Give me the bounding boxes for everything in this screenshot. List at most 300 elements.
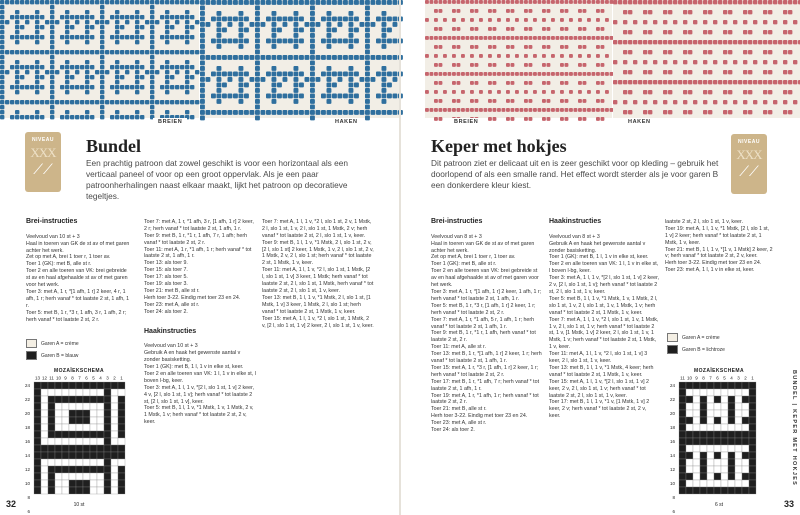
- chart-cell: [714, 452, 721, 459]
- swatch-stitch: [583, 63, 587, 67]
- swatch-stitch: [45, 20, 49, 24]
- swatch-stitch: [65, 90, 69, 94]
- swatch-stitch: [574, 72, 578, 76]
- swatch-stitch: [110, 100, 114, 104]
- swatch-stitch: [60, 15, 64, 19]
- swatch-stitch: [743, 50, 747, 54]
- chart-cell: [735, 431, 742, 438]
- swatch-stitch: [524, 27, 528, 31]
- swatch-stitch: [452, 99, 456, 103]
- swatch-stitch: [0, 70, 4, 74]
- swatch-stitch: [601, 117, 605, 121]
- swatch-stitch: [65, 65, 69, 69]
- swatch-stitch: [753, 80, 757, 84]
- swatch-stitch: [115, 40, 119, 44]
- swatch-stitch: [439, 36, 443, 40]
- swatch-stitch: [70, 0, 74, 4]
- swatch-stitch: [332, 83, 337, 88]
- swatch-stitch: [206, 110, 211, 115]
- chart-cell: [693, 410, 700, 417]
- swatch-stitch: [120, 15, 124, 19]
- swatch-stitch: [255, 0, 260, 5]
- chart-cell: [69, 389, 76, 396]
- chart-cell: [48, 424, 55, 431]
- chart-cell: [34, 445, 41, 452]
- swatch-stitch: [365, 116, 370, 121]
- swatch-stitch: [40, 35, 44, 39]
- swatch-stitch: [648, 0, 652, 4]
- chart-cell: [714, 480, 721, 487]
- swatch-stitch: [228, 110, 233, 115]
- chart-cell: [686, 410, 693, 417]
- swatch-stitch: [493, 117, 497, 121]
- swatch-stitch: [653, 100, 657, 104]
- swatch-stitch: [65, 35, 69, 39]
- swatch-stitch: [633, 0, 637, 4]
- swatch-stitch: [299, 94, 304, 99]
- chart-cell: [83, 445, 90, 452]
- swatch-stitch: [583, 81, 587, 85]
- swatch-stitch: [277, 83, 282, 88]
- swatch-stitch: [778, 0, 782, 4]
- swatch-stitch: [470, 0, 474, 4]
- chart-cell: [749, 410, 756, 417]
- swatch-stitch: [294, 39, 299, 44]
- swatch-stitch: [40, 75, 44, 79]
- swatch-stitch: [266, 94, 271, 99]
- chart-cell: [83, 431, 90, 438]
- swatch-stitch: [434, 117, 438, 121]
- chart-cell: [679, 431, 686, 438]
- swatch-stitch: [788, 50, 792, 54]
- swatch-stitch: [723, 20, 727, 24]
- swatch-stitch: [266, 0, 271, 5]
- swatch-stitch: [425, 54, 429, 58]
- swatch-stitch: [135, 35, 139, 39]
- chart-cell: [693, 452, 700, 459]
- swatch-stitch: [515, 54, 519, 58]
- chart-cell: [76, 382, 83, 389]
- chart-cell: [700, 389, 707, 396]
- chart-cell: [686, 389, 693, 396]
- chart-cell: [707, 480, 714, 487]
- swatch-stitch: [698, 40, 702, 44]
- swatch-stitch: [185, 60, 189, 64]
- swatch-stitch: [239, 0, 244, 5]
- swatch-stitch: [90, 75, 94, 79]
- swatch-stitch: [321, 39, 326, 44]
- swatch-stitch: [25, 15, 29, 19]
- swatch-stitch: [560, 99, 564, 103]
- chart-cell: [111, 417, 118, 424]
- swatch-stitch: [596, 63, 600, 67]
- swatch-stitch: [365, 50, 370, 55]
- swatch-stitch: [723, 30, 727, 34]
- chart-cell: [83, 382, 90, 389]
- swatch-stitch: [343, 72, 348, 77]
- chart-cell: [34, 466, 41, 473]
- swatch-stitch: [283, 22, 288, 27]
- chart-cell: [34, 389, 41, 396]
- swatch-stitch: [430, 0, 434, 4]
- swatch-stitch: [461, 36, 465, 40]
- swatch-stitch: [648, 70, 652, 74]
- chart-cell: [55, 452, 62, 459]
- swatch-stitch: [713, 40, 717, 44]
- chart-cell: [104, 445, 111, 452]
- chart-cell: [749, 424, 756, 431]
- swatch-stitch: [110, 85, 114, 89]
- swatch-stitch: [255, 83, 260, 88]
- chart-cell: [62, 431, 69, 438]
- swatch-stitch: [497, 0, 501, 4]
- swatch-stitch: [673, 100, 677, 104]
- swatch-stitch: [382, 11, 387, 16]
- swatch-stitch: [120, 100, 124, 104]
- chart-cell: [118, 389, 125, 396]
- swatch-stitch: [150, 110, 154, 114]
- chart-cell: [76, 480, 83, 487]
- swatch-stitch: [15, 75, 19, 79]
- swatch-stitch: [565, 81, 569, 85]
- swatch-stitch: [547, 72, 551, 76]
- swatch-stitch: [371, 0, 376, 5]
- swatch-stitch: [569, 72, 573, 76]
- chart-col-label: 6: [85, 375, 88, 381]
- swatch-stitch: [55, 100, 59, 104]
- swatch-stitch: [439, 63, 443, 67]
- crochet-swatch-photo-blue: [200, 0, 399, 118]
- chart-cell: [742, 452, 749, 459]
- swatch-stitch: [768, 10, 772, 14]
- chart-cell: [55, 396, 62, 403]
- swatch-stitch: [529, 117, 533, 121]
- swatch-stitch: [693, 40, 697, 44]
- swatch-stitch: [25, 100, 29, 104]
- chart-cell: [700, 445, 707, 452]
- swatch-stitch: [371, 110, 376, 115]
- swatch-stitch: [349, 55, 354, 60]
- swatch-stitch: [733, 100, 737, 104]
- swatch-stitch: [506, 0, 510, 4]
- swatch-stitch: [703, 100, 707, 104]
- swatch-stitch: [349, 0, 354, 5]
- swatch-stitch: [768, 40, 772, 44]
- swatch-stitch: [688, 10, 692, 14]
- swatch-stitch: [50, 0, 54, 4]
- legend-item-b: [26, 351, 79, 360]
- chart-cell: [728, 438, 735, 445]
- swatch-stitch: [703, 10, 707, 14]
- chart-cell: [686, 480, 693, 487]
- chart-cell: [742, 445, 749, 452]
- swatch-stitch: [30, 35, 34, 39]
- swatch-stitch: [578, 27, 582, 31]
- swatch-stitch: [272, 72, 277, 77]
- swatch-stitch: [520, 0, 524, 4]
- swatch-stitch: [524, 81, 528, 85]
- chart-cell: [749, 396, 756, 403]
- swatch-stitch: [70, 25, 74, 29]
- swatch-stitch: [185, 0, 189, 4]
- swatch-stitch: [316, 110, 321, 115]
- chart-cell: [679, 445, 686, 452]
- swatch-stitch: [327, 66, 332, 71]
- swatch-stitch: [135, 90, 139, 94]
- swatch-stitch: [643, 10, 647, 14]
- swatch-stitch: [115, 70, 119, 74]
- swatch-stitch: [360, 55, 365, 60]
- swatch-stitch: [277, 110, 282, 115]
- swatch-stitch: [100, 95, 104, 99]
- chart-cell: [48, 487, 55, 494]
- swatch-stitch: [538, 108, 542, 112]
- swatch-stitch: [683, 10, 687, 14]
- swatch-stitch: [250, 77, 255, 82]
- chart-cell: [90, 396, 97, 403]
- swatch-stitch: [628, 0, 632, 4]
- swatch-stitch: [748, 90, 752, 94]
- swatch-stitch: [583, 9, 587, 13]
- swatch-stitch: [85, 30, 89, 34]
- swatch-stitch: [569, 18, 573, 22]
- swatch-stitch: [728, 10, 732, 14]
- chart-cell: [83, 410, 90, 417]
- chart-cell: [41, 424, 48, 431]
- chart-cell: [693, 431, 700, 438]
- chart-cell: [742, 438, 749, 445]
- swatch-stitch: [115, 25, 119, 29]
- swatch-stitch: [365, 77, 370, 82]
- chart-row-label: 20: [669, 411, 675, 416]
- swatch-stitch: [65, 50, 69, 54]
- swatch-stitch: [738, 80, 742, 84]
- swatch-stitch: [155, 20, 159, 24]
- swatch-stitch: [643, 100, 647, 104]
- swatch-stitch: [272, 99, 277, 104]
- swatch-stitch: [723, 50, 727, 54]
- swatch-stitch: [75, 15, 79, 19]
- knit-instructions-col1: [26, 212, 132, 330]
- swatch-stitch: [266, 72, 271, 77]
- swatch-stitch: [569, 90, 573, 94]
- swatch-stitch: [140, 85, 144, 89]
- swatch-stitch: [75, 85, 79, 89]
- swatch-stitch: [723, 60, 727, 64]
- swatch-stitch: [743, 110, 747, 114]
- swatch-stitch: [475, 36, 479, 40]
- crochet-instructions-col3: [262, 212, 374, 336]
- swatch-stitch: [382, 66, 387, 71]
- chart-cell: [118, 445, 125, 452]
- chart-cell: [686, 487, 693, 494]
- swatch-stitch: [65, 40, 69, 44]
- swatch-stitch: [85, 25, 89, 29]
- swatch-stitch: [239, 22, 244, 27]
- chart-cell: [686, 403, 693, 410]
- chart-cell: [707, 431, 714, 438]
- chart-cell: [104, 410, 111, 417]
- swatch-stitch: [217, 33, 222, 38]
- swatch-stitch: [0, 40, 4, 44]
- swatch-stitch: [150, 95, 154, 99]
- swatch-stitch: [100, 105, 104, 109]
- swatch-stitch: [211, 94, 216, 99]
- swatch-stitch: [511, 27, 515, 31]
- swatch-stitch: [299, 72, 304, 77]
- chart-cell: [97, 396, 104, 403]
- chart-cell: [62, 417, 69, 424]
- crochet-instructions-text: Veelvoud van 8 st + 3 Gebruik A en haak het gewenste aantal v zonder basisketting. Toer 1 (GK): met B, 1 l, 1 v in elke st, keer. Toer 2 en alle toeren van VK: 1 l, 1 v in elke st, l boven l-bg, keer. Toer 3: met A, 1 l, 1 v, *[2 l, slo 1 st, 1 v] 2 keer, 2 v, [2 l, slo 1 st, 1 v]; herh vanaf * tot laatste 2 st, 2 l, slo 1 st, 1 v, keer. Toer 5: met B, 1 l, 1 v, *1 Mstk, 1 v, 1 Mstk, 2 l, slo 1 st, 1 v, 2 l, slo 1 st, 1 v, 1 Mstk, 1 v; herh vanaf * tot laatste 2 st, 1 Mstk, 1 v, keer. Toer 7: met A, 1 l, 1 v, *2 l, slo 1 st, 1 v, 1 Mstk, 1 v, 2 l, slo 1 st, 1 v; herh vanaf * tot laatste 2 st, 1 v, [1 Mstk, 1 v] 2 keer, 2 l, slo 1 st, 1 v, 1 Mstk, 1 v; herh vanaf * tot laatste 2 st, 1 Mstk, 1 v, keer. Toer 11: met A, 1 l, 1 v, *2 l, slo 1 st, 1 v] 3 keer, 2 l, slo 1 st, 1 v, keer. Toer 13: met B, 1 l, 1 v, *1 Mstk, 4 keer; herh vanaf * tot laatste 2 st, 1 Mstk, 1 v, keer. Toer 15: met A, 1 l, 1 v, *[2 l, slo 1 st, 1 v] 2 keer, 2 v, 2 l, slo 1 st, 1 v; herh vanaf * tot laatste 2 st, 2 l, slo 1 st, 1 v, keer. Toer 17: met B, 1 l, 1 v, *1 v, [1 Mstk, 1 v] 2 keer, 2 v; herh vanaf * tot laatste 2 st, 2 v, keer.: [549, 233, 660, 420]
- swatch-stitch: [105, 0, 109, 4]
- swatch-stitch: [255, 116, 260, 121]
- swatch-stitch: [578, 18, 582, 22]
- swatch-stitch: [542, 18, 546, 22]
- chart-cell: [742, 431, 749, 438]
- swatch-stitch: [25, 0, 29, 4]
- chart-cell: [714, 396, 721, 403]
- swatch-stitch: [222, 110, 227, 115]
- swatch-stitch: [638, 0, 642, 4]
- mosaic-chart-left: [22, 368, 136, 514]
- chart-col-label: 2: [744, 375, 747, 381]
- swatch-stitch: [628, 50, 632, 54]
- swatch-stitch: [768, 110, 772, 114]
- swatch-stitch: [60, 35, 64, 39]
- chart-cell: [34, 431, 41, 438]
- swatch-stitch: [170, 35, 174, 39]
- swatch-stitch: [387, 55, 392, 60]
- swatch-stitch: [125, 85, 129, 89]
- chart-cell: [90, 445, 97, 452]
- swatch-stitch: [723, 70, 727, 74]
- swatch-stitch: [165, 25, 169, 29]
- swatch-stitch: [678, 40, 682, 44]
- swatch-stitch: [135, 30, 139, 34]
- swatch-stitch: [299, 83, 304, 88]
- swatch-stitch: [511, 108, 515, 112]
- swatch-stitch: [497, 108, 501, 112]
- chart-cell: [76, 389, 83, 396]
- swatch-stitch: [698, 80, 702, 84]
- swatch-stitch: [668, 10, 672, 14]
- chart-cell: [55, 410, 62, 417]
- chart-cell: [700, 382, 707, 389]
- swatch-stitch: [596, 108, 600, 112]
- swatch-stitch: [85, 60, 89, 64]
- swatch-stitch: [466, 36, 470, 40]
- swatch-stitch: [25, 85, 29, 89]
- swatch-stitch: [200, 105, 205, 110]
- swatch-stitch: [783, 110, 787, 114]
- swatch-stitch: [200, 6, 205, 11]
- swatch-stitch: [95, 70, 99, 74]
- swatch-stitch: [628, 90, 632, 94]
- swatch-stitch: [115, 110, 119, 114]
- chart-cell: [728, 382, 735, 389]
- chart-cell: [97, 480, 104, 487]
- swatch-stitch: [100, 10, 104, 14]
- swatch-stitch: [150, 105, 154, 109]
- swatch-stitch: [529, 27, 533, 31]
- chart-cell: [55, 403, 62, 410]
- chart-cell: [707, 417, 714, 424]
- swatch-stitch: [376, 17, 381, 22]
- swatch-stitch: [15, 25, 19, 29]
- swatch-stitch: [40, 0, 44, 4]
- swatch-stitch: [0, 65, 4, 69]
- swatch-stitch: [605, 36, 609, 40]
- swatch-stitch: [578, 90, 582, 94]
- chart-cell: [90, 487, 97, 494]
- swatch-stitch: [327, 0, 332, 5]
- swatch-stitch: [130, 100, 134, 104]
- swatch-stitch: [140, 0, 144, 4]
- swatch-stitch: [50, 70, 54, 74]
- chart-cell: [714, 389, 721, 396]
- chart-cell: [721, 480, 728, 487]
- swatch-stitch: [515, 18, 519, 22]
- swatch-stitch: [643, 0, 647, 4]
- swatch-stitch: [475, 9, 479, 13]
- swatch-stitch: [255, 94, 260, 99]
- swatch-stitch: [524, 36, 528, 40]
- swatch-stitch: [653, 60, 657, 64]
- swatch-stitch: [693, 60, 697, 64]
- swatch-stitch: [551, 90, 555, 94]
- swatch-stitch: [266, 55, 271, 60]
- swatch-stitch: [0, 35, 4, 39]
- chart-cell: [749, 382, 756, 389]
- swatch-stitch: [547, 81, 551, 85]
- swatch-stitch: [748, 80, 752, 84]
- swatch-stitch: [65, 75, 69, 79]
- swatch-stitch: [175, 0, 179, 4]
- swatch-stitch: [338, 55, 343, 60]
- swatch-stitch: [653, 40, 657, 44]
- swatch-stitch: [511, 117, 515, 121]
- chart-cell: [55, 487, 62, 494]
- swatch-stitch: [35, 10, 39, 14]
- swatch-stitch: [565, 9, 569, 13]
- chart-cell: [118, 473, 125, 480]
- swatch-stitch: [524, 18, 528, 22]
- swatch-stitch: [382, 99, 387, 104]
- chart-cell: [83, 466, 90, 473]
- swatch-stitch: [693, 0, 697, 4]
- swatch-stitch: [15, 40, 19, 44]
- swatch-stitch: [20, 115, 24, 119]
- swatch-stitch: [703, 50, 707, 54]
- legend-label-a: Garen A = crème: [682, 334, 720, 341]
- swatch-stitch: [623, 20, 627, 24]
- swatch-stitch: [484, 36, 488, 40]
- swatch-stitch: [15, 35, 19, 39]
- chart-col-label: 7: [78, 375, 81, 381]
- swatch-stitch: [206, 77, 211, 82]
- yarn-legend: [667, 333, 725, 357]
- swatch-stitch: [556, 72, 560, 76]
- chart-cell: [679, 452, 686, 459]
- swatch-stitch: [160, 85, 164, 89]
- swatch-stitch: [100, 65, 104, 69]
- chart-cell: [111, 389, 118, 396]
- swatch-stitch: [349, 83, 354, 88]
- swatch-stitch: [0, 75, 4, 79]
- swatch-stitch: [773, 40, 777, 44]
- swatch-stitch: [50, 115, 54, 119]
- chart-cell: [55, 445, 62, 452]
